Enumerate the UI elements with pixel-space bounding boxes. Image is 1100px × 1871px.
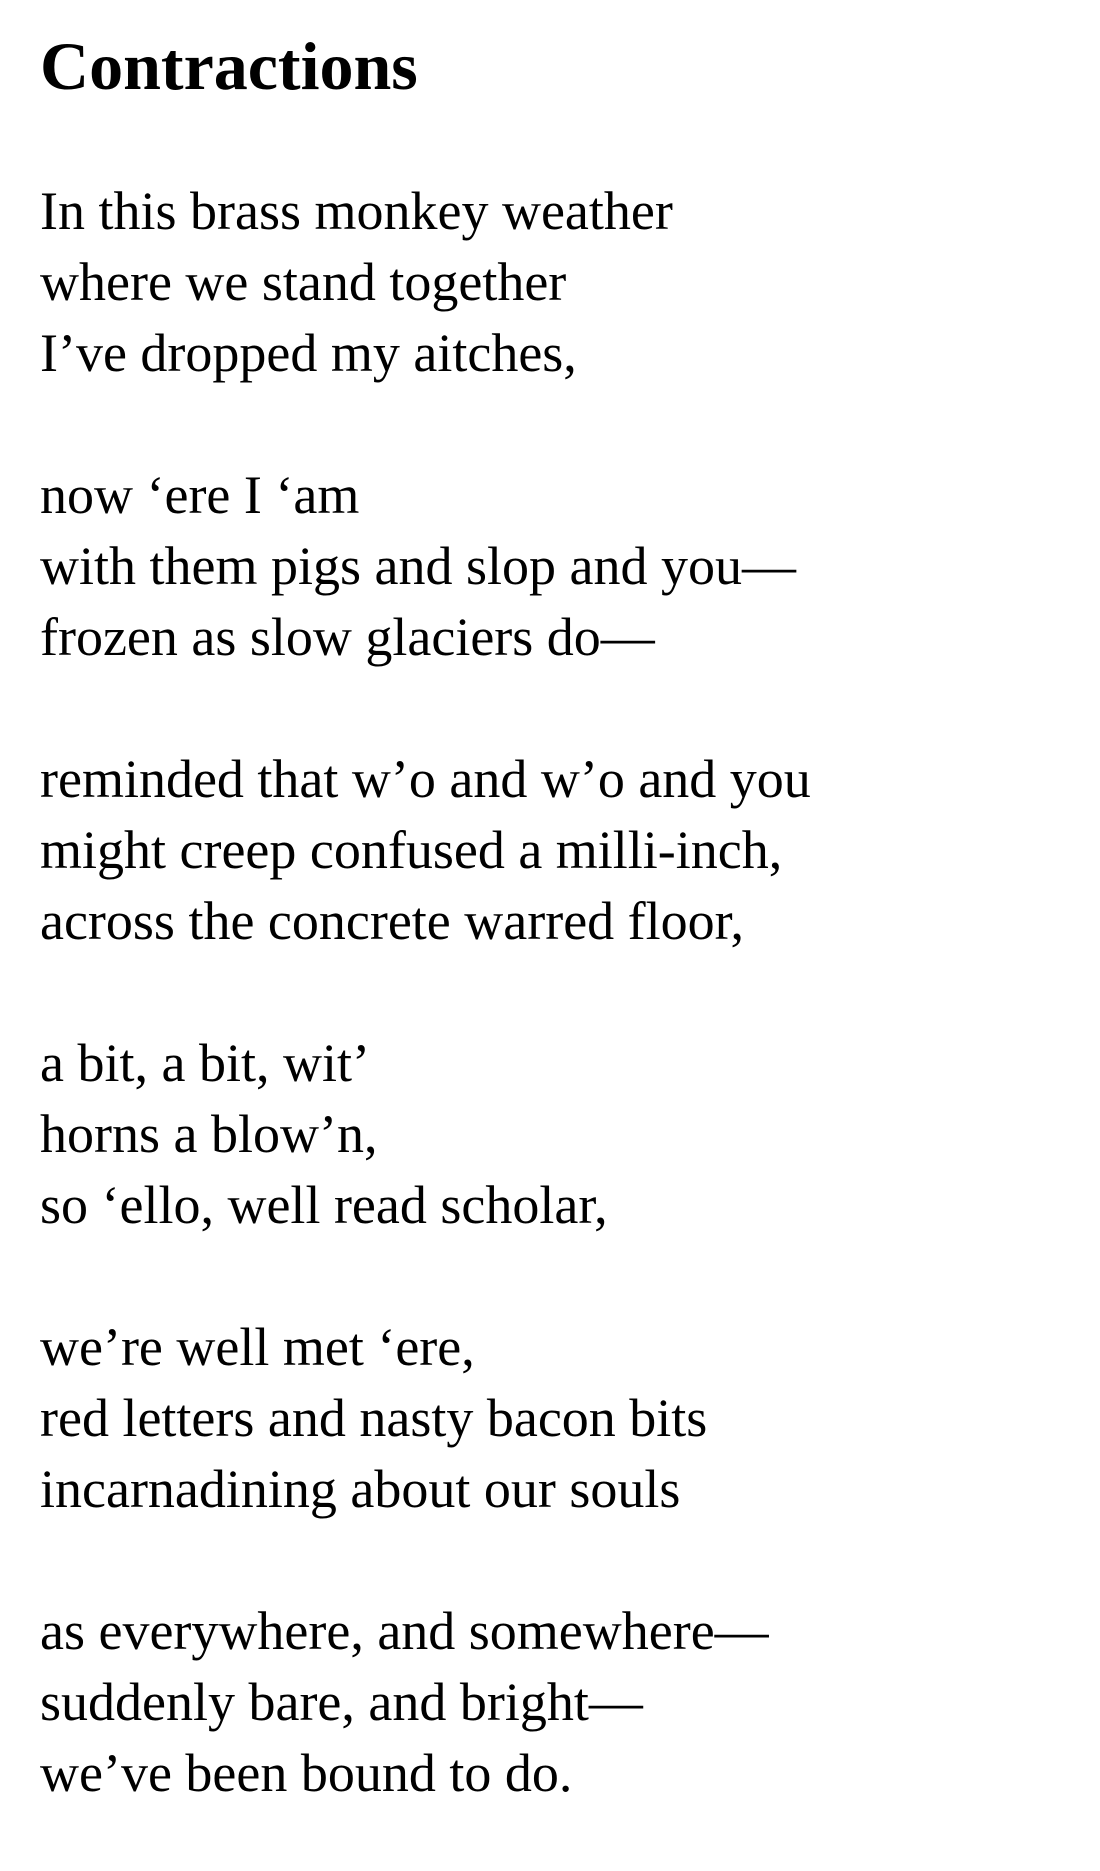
poem-line: we’re well met ‘ere, xyxy=(40,1317,475,1377)
stanza-4 xyxy=(40,1028,1060,1241)
poem-line: so ‘ello, well read scholar, xyxy=(40,1175,608,1235)
poem-line: reminded that w’o and w’o and you xyxy=(40,749,811,809)
poem-line: frozen as slow glaciers do— xyxy=(40,607,655,667)
stanza-2 xyxy=(40,460,1060,673)
poem-line: incarnadining about our souls xyxy=(40,1459,681,1519)
stanza-3 xyxy=(40,744,1060,957)
poem-line: as everywhere, and somewhere— xyxy=(40,1601,769,1661)
stanza-6 xyxy=(40,1596,1060,1809)
poem-line: a bit, a bit, wit’ xyxy=(40,1033,370,1093)
poem-line: with them pigs and slop and you— xyxy=(40,536,796,596)
poem-line: across the concrete warred floor, xyxy=(40,891,744,951)
poem-line: where we stand together xyxy=(40,252,567,312)
poem-line: suddenly bare, and bright— xyxy=(40,1672,643,1732)
poem-title: Contractions xyxy=(40,28,418,104)
poem-line: I’ve dropped my aitches, xyxy=(40,323,577,383)
poem-line: we’ve been bound to do. xyxy=(40,1743,573,1803)
poem-line: red letters and nasty bacon bits xyxy=(40,1388,708,1448)
stanza-5 xyxy=(40,1312,1060,1525)
stanza-1 xyxy=(40,176,1060,389)
poem-line: In this brass monkey weather xyxy=(40,181,673,241)
poem-page xyxy=(40,24,1060,1809)
poem-line: now ‘ere I ‘am xyxy=(40,465,360,525)
poem-line: might creep confused a milli-inch, xyxy=(40,820,783,880)
poem-line: horns a blow’n, xyxy=(40,1104,378,1164)
